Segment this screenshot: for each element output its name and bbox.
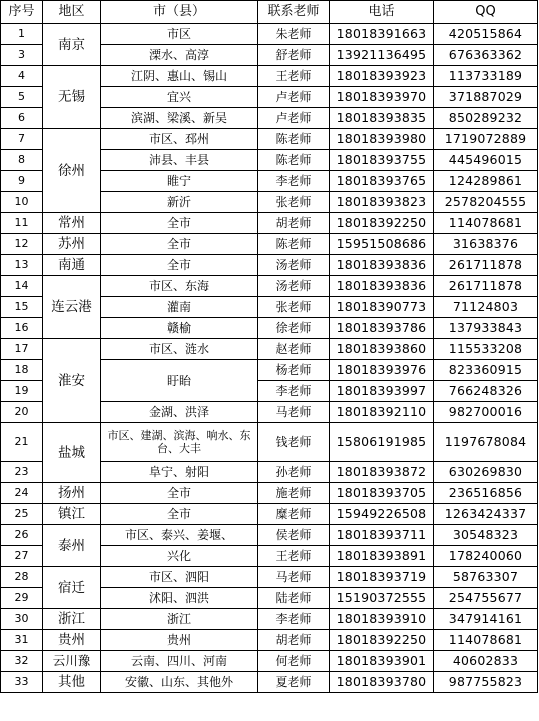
table-row [1, 255, 538, 276]
city-cell: 沭阳、泗洪 [101, 588, 258, 609]
qq-cell: 445496015 [434, 150, 538, 171]
row-idx: 28 [1, 567, 43, 588]
row-idx: 7 [1, 129, 43, 150]
region-cell: 连云港 [43, 276, 101, 339]
row-idx: 32 [1, 651, 43, 672]
phone-cell: 15190372555 [330, 588, 434, 609]
row-idx: 11 [1, 213, 43, 234]
qq-cell: 178240060 [434, 546, 538, 567]
phone-cell: 18018392110 [330, 402, 434, 423]
city-cell: 睢宁 [101, 171, 258, 192]
region-cell: 苏州 [43, 234, 101, 255]
qq-cell: 850289232 [434, 108, 538, 129]
qq-cell: 823360915 [434, 360, 538, 381]
teacher-cell: 卢老师 [258, 87, 330, 108]
row-idx: 8 [1, 150, 43, 171]
teacher-cell: 陆老师 [258, 588, 330, 609]
city-cell: 市区、东海 [101, 276, 258, 297]
table-row [1, 423, 538, 462]
city-cell: 市区、泗阳 [101, 567, 258, 588]
teacher-cell: 侯老师 [258, 525, 330, 546]
city-cell: 贵州 [101, 630, 258, 651]
phone-cell: 18018393976 [330, 360, 434, 381]
row-idx: 19 [1, 381, 43, 402]
phone-cell: 18018393780 [330, 672, 434, 693]
teacher-cell: 张老师 [258, 297, 330, 318]
teacher-cell: 汤老师 [258, 255, 330, 276]
row-idx: 29 [1, 588, 43, 609]
teacher-cell: 马老师 [258, 567, 330, 588]
row-idx: 20 [1, 402, 43, 423]
qq-cell: 987755823 [434, 672, 538, 693]
phone-cell: 18018393786 [330, 318, 434, 339]
teacher-cell: 孙老师 [258, 462, 330, 483]
region-cell: 其他 [43, 672, 101, 693]
qq-cell: 1263424337 [434, 504, 538, 525]
region-cell: 宿迁 [43, 567, 101, 609]
row-idx: 5 [1, 87, 43, 108]
teacher-cell: 陈老师 [258, 129, 330, 150]
teacher-cell: 李老师 [258, 609, 330, 630]
city-cell: 全市 [101, 213, 258, 234]
region-cell: 云川豫 [43, 651, 101, 672]
phone-cell: 18018393910 [330, 609, 434, 630]
teacher-cell: 卢老师 [258, 108, 330, 129]
city-cell: 市区 [101, 24, 258, 45]
region-cell: 南通 [43, 255, 101, 276]
qq-cell: 115533208 [434, 339, 538, 360]
teacher-cell: 钱老师 [258, 423, 330, 462]
teacher-cell: 何老师 [258, 651, 330, 672]
qq-cell: 1719072889 [434, 129, 538, 150]
region-cell: 泰州 [43, 525, 101, 567]
phone-cell: 18018391663 [330, 24, 434, 45]
city-cell: 阜宁、射阳 [101, 462, 258, 483]
row-idx: 14 [1, 276, 43, 297]
teacher-cell: 汤老师 [258, 276, 330, 297]
phone-cell: 18018393836 [330, 255, 434, 276]
qq-cell: 1197678084 [434, 423, 538, 462]
city-cell: 市区、邳州 [101, 129, 258, 150]
qq-cell: 630269830 [434, 462, 538, 483]
teacher-cell: 王老师 [258, 546, 330, 567]
region-cell: 常州 [43, 213, 101, 234]
table-row [1, 339, 538, 360]
city-cell: 安徽、山东、其他外 [101, 672, 258, 693]
city-cell: 盱眙 [101, 360, 258, 402]
region-cell: 盐城 [43, 423, 101, 483]
teacher-cell: 王老师 [258, 66, 330, 87]
table-row [1, 651, 538, 672]
header-region: 地区 [43, 1, 101, 24]
qq-cell: 31638376 [434, 234, 538, 255]
header-idx: 序号 [1, 1, 43, 24]
table-row [1, 234, 538, 255]
region-cell: 淮安 [43, 339, 101, 423]
row-idx: 18 [1, 360, 43, 381]
table-row [1, 213, 538, 234]
row-idx: 30 [1, 609, 43, 630]
qq-cell: 30548323 [434, 525, 538, 546]
teacher-cell: 糜老师 [258, 504, 330, 525]
qq-cell: 420515864 [434, 24, 538, 45]
qq-cell: 137933843 [434, 318, 538, 339]
row-idx: 21 [1, 423, 43, 462]
row-idx: 23 [1, 462, 43, 483]
table-row [1, 129, 538, 150]
region-cell: 镇江 [43, 504, 101, 525]
table-row [1, 504, 538, 525]
table-row [1, 483, 538, 504]
qq-cell: 261711878 [434, 255, 538, 276]
qq-cell: 254755677 [434, 588, 538, 609]
phone-cell: 18018393719 [330, 567, 434, 588]
phone-cell: 18018392250 [330, 630, 434, 651]
row-idx: 12 [1, 234, 43, 255]
row-idx: 27 [1, 546, 43, 567]
teacher-cell: 李老师 [258, 381, 330, 402]
row-idx: 25 [1, 504, 43, 525]
city-cell: 全市 [101, 234, 258, 255]
row-idx: 13 [1, 255, 43, 276]
phone-cell: 18018393997 [330, 381, 434, 402]
phone-cell: 18018393860 [330, 339, 434, 360]
city-cell: 全市 [101, 483, 258, 504]
phone-cell: 18018393711 [330, 525, 434, 546]
phone-cell: 18018392250 [330, 213, 434, 234]
qq-cell: 236516856 [434, 483, 538, 504]
row-idx: 31 [1, 630, 43, 651]
header-phone: 电话 [330, 1, 434, 24]
row-idx: 10 [1, 192, 43, 213]
city-cell: 市区、建湖、滨海、响水、东台、大丰 [101, 423, 258, 462]
table-row [1, 609, 538, 630]
phone-cell: 18018393765 [330, 171, 434, 192]
table-row [1, 276, 538, 297]
phone-cell: 18018393901 [330, 651, 434, 672]
teacher-cell: 胡老师 [258, 213, 330, 234]
row-idx: 1 [1, 24, 43, 45]
row-idx: 33 [1, 672, 43, 693]
qq-cell: 261711878 [434, 276, 538, 297]
qq-cell: 114078681 [434, 213, 538, 234]
region-cell: 贵州 [43, 630, 101, 651]
teacher-cell: 马老师 [258, 402, 330, 423]
header-city: 市（县） [101, 1, 258, 24]
table-row [1, 525, 538, 546]
table-row [1, 567, 538, 588]
teacher-cell: 杨老师 [258, 360, 330, 381]
qq-cell: 40602833 [434, 651, 538, 672]
teacher-cell: 赵老师 [258, 339, 330, 360]
qq-cell: 676363362 [434, 45, 538, 66]
phone-cell: 18018390773 [330, 297, 434, 318]
qq-cell: 347914161 [434, 609, 538, 630]
qq-cell: 124289861 [434, 171, 538, 192]
city-cell: 江阴、惠山、锡山 [101, 66, 258, 87]
phone-cell: 15949226508 [330, 504, 434, 525]
phone-cell: 18018393823 [330, 192, 434, 213]
city-cell: 新沂 [101, 192, 258, 213]
region-cell: 扬州 [43, 483, 101, 504]
row-idx: 3 [1, 45, 43, 66]
teacher-cell: 舒老师 [258, 45, 330, 66]
teacher-cell: 胡老师 [258, 630, 330, 651]
row-idx: 15 [1, 297, 43, 318]
city-cell: 赣榆 [101, 318, 258, 339]
teacher-cell: 陈老师 [258, 150, 330, 171]
region-cell: 无锡 [43, 66, 101, 129]
phone-cell: 15951508686 [330, 234, 434, 255]
table-row [1, 630, 538, 651]
city-cell: 全市 [101, 255, 258, 276]
city-cell: 全市 [101, 504, 258, 525]
teacher-cell: 夏老师 [258, 672, 330, 693]
city-cell: 溧水、高淳 [101, 45, 258, 66]
table-row [1, 66, 538, 87]
row-idx: 26 [1, 525, 43, 546]
header-teacher: 联系老师 [258, 1, 330, 24]
header-qq: QQ [434, 1, 538, 24]
city-cell: 灌南 [101, 297, 258, 318]
teacher-cell: 徐老师 [258, 318, 330, 339]
row-idx: 16 [1, 318, 43, 339]
table-row [1, 24, 538, 45]
phone-cell: 18018393836 [330, 276, 434, 297]
phone-cell: 18018393835 [330, 108, 434, 129]
city-cell: 沛县、丰县 [101, 150, 258, 171]
phone-cell: 13921136495 [330, 45, 434, 66]
teacher-cell: 张老师 [258, 192, 330, 213]
phone-cell: 18018393980 [330, 129, 434, 150]
phone-cell: 18018393970 [330, 87, 434, 108]
phone-cell: 18018393755 [330, 150, 434, 171]
qq-cell: 113733189 [434, 66, 538, 87]
row-idx: 9 [1, 171, 43, 192]
teacher-cell: 朱老师 [258, 24, 330, 45]
city-cell: 浙江 [101, 609, 258, 630]
qq-cell: 71124803 [434, 297, 538, 318]
row-idx: 6 [1, 108, 43, 129]
phone-cell: 15806191985 [330, 423, 434, 462]
teacher-cell: 陈老师 [258, 234, 330, 255]
qq-cell: 58763307 [434, 567, 538, 588]
qq-cell: 371887029 [434, 87, 538, 108]
region-cell: 徐州 [43, 129, 101, 213]
qq-cell: 2578204555 [434, 192, 538, 213]
region-cell: 南京 [43, 24, 101, 66]
city-cell: 市区、涟水 [101, 339, 258, 360]
row-idx: 24 [1, 483, 43, 504]
qq-cell: 766248326 [434, 381, 538, 402]
row-idx: 17 [1, 339, 43, 360]
city-cell: 云南、四川、河南 [101, 651, 258, 672]
phone-cell: 18018393705 [330, 483, 434, 504]
qq-cell: 114078681 [434, 630, 538, 651]
teacher-cell: 施老师 [258, 483, 330, 504]
phone-cell: 18018393872 [330, 462, 434, 483]
phone-cell: 18018393891 [330, 546, 434, 567]
city-cell: 金湖、洪泽 [101, 402, 258, 423]
row-idx: 4 [1, 66, 43, 87]
qq-cell: 982700016 [434, 402, 538, 423]
table-row [1, 672, 538, 693]
teacher-cell: 李老师 [258, 171, 330, 192]
phone-cell: 18018393923 [330, 66, 434, 87]
city-cell: 宜兴 [101, 87, 258, 108]
region-cell: 浙江 [43, 609, 101, 630]
city-cell: 兴化 [101, 546, 258, 567]
city-cell: 市区、泰兴、姜堰、 [101, 525, 258, 546]
city-cell: 滨湖、梁溪、新吴 [101, 108, 258, 129]
header-row [1, 1, 538, 24]
